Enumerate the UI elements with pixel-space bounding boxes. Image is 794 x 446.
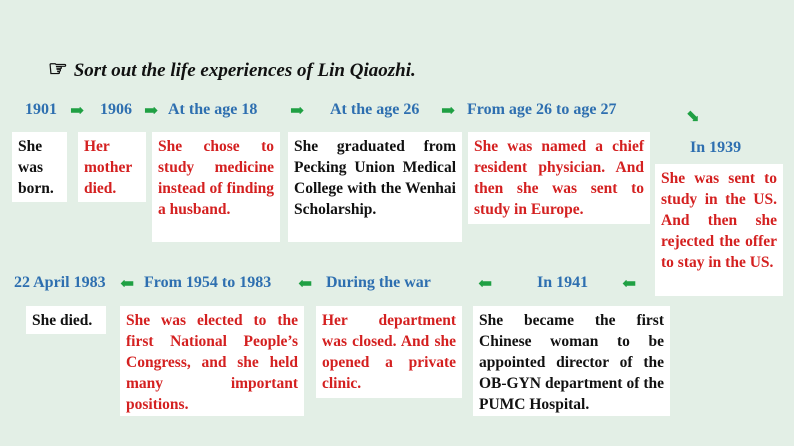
right-arrow-icon: ➡ <box>290 101 305 120</box>
event-box-1901: She was born. <box>12 132 67 202</box>
label-age-18: At the age 18 <box>168 101 258 118</box>
label-1941: In 1941 <box>537 274 589 291</box>
left-arrow-icon: ⬅ <box>298 274 313 293</box>
event-box-1939: She was sent to study in the US. And then she rejected the offer to stay in the US. <box>655 164 783 296</box>
event-box-1983: She died. <box>26 306 106 334</box>
event-box-age-26: She graduated from Pecking Union Medical College with the Wenhai Scholarship. <box>288 132 462 242</box>
event-box-1954-1983: She was elected to the first National People’s Congress, and she held many important positions. <box>120 306 304 416</box>
label-age-26: At the age 26 <box>330 101 420 118</box>
title-text: Sort out the life experiences of Lin Qiaozhi. <box>73 60 416 81</box>
label-1954-1983: From 1954 to 1983 <box>144 274 272 291</box>
pointing-hand-icon: ☞ <box>48 56 68 81</box>
right-arrow-icon: ➡ <box>144 101 159 120</box>
event-box-1941: She became the first Chinese woman to be appointed director of the OB-GYN department of the PUMC Hospital. <box>473 306 670 416</box>
right-arrow-icon: ➡ <box>441 101 456 120</box>
left-arrow-icon: ⬅ <box>622 274 637 293</box>
down-right-arrow-icon: ➡ <box>681 104 705 129</box>
label-during-war: During the war <box>326 274 431 291</box>
label-22-april-1983: 22 April 1983 <box>14 274 106 291</box>
event-box-age-18: She chose to study medicine instead of finding a husband. <box>152 132 280 242</box>
label-1906: 1906 <box>100 101 132 118</box>
left-arrow-icon: ⬅ <box>478 274 493 293</box>
event-box-during-war: Her department was closed. And she opened a private clinic. <box>316 306 462 398</box>
event-box-1906: Her mother died. <box>78 132 146 202</box>
label-1901: 1901 <box>25 101 57 118</box>
label-1939: In 1939 <box>690 139 742 156</box>
event-box-age-26-27: She was named a chief resident physician. And then she was sent to study in Europe. <box>468 132 650 224</box>
right-arrow-icon: ➡ <box>70 101 85 120</box>
label-age-26-27: From age 26 to age 27 <box>467 101 617 118</box>
left-arrow-icon: ⬅ <box>120 274 135 293</box>
page-title <box>48 56 416 82</box>
